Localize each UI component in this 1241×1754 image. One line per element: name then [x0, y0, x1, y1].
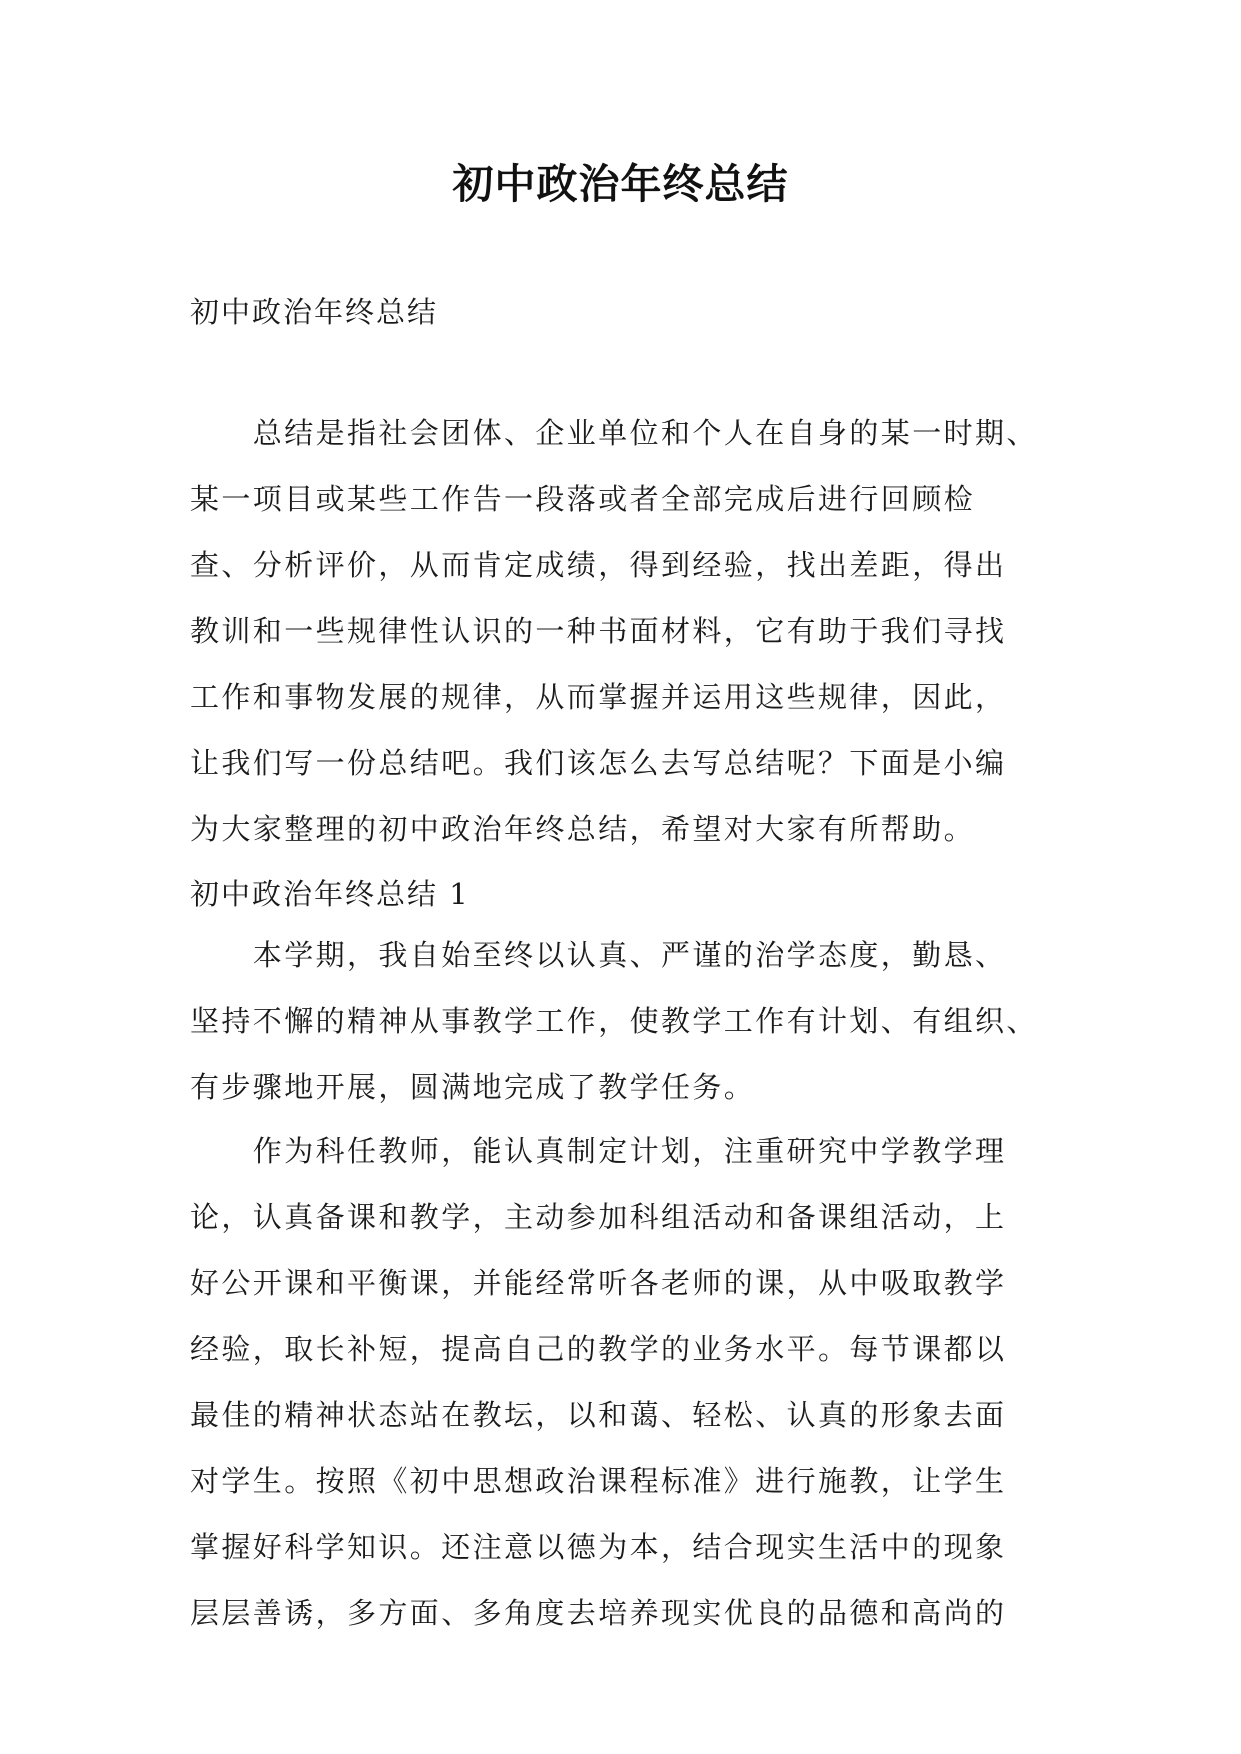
text-line: 层层善诱，多方面、多角度去培养现实优良的品德和高尚的	[190, 1596, 1007, 1630]
text-line: 最佳的精神状态站在教坛，以和蔼、轻松、认真的形象去面	[190, 1398, 1007, 1432]
text-line: 某一项目或某些工作告一段落或者全部完成后进行回顾检	[190, 482, 976, 516]
section-heading: 初中政治年终总结 1	[190, 877, 470, 911]
paragraph-1	[190, 922, 1060, 1120]
text-line: 有步骤地开展，圆满地完成了教学任务。	[190, 1070, 756, 1104]
text-line: 总结是指社会团体、企业单位和个人在自身的某一时期、	[190, 416, 1038, 450]
text-line: 教训和一些规律性认识的一种书面材料，它有助于我们寻找	[190, 614, 1007, 648]
text-line: 工作和事物发展的规律，从而掌握并运用这些规律，因此，	[190, 680, 1007, 714]
text-line: 论，认真备课和教学，主动参加科组活动和备课组活动，上	[190, 1200, 1007, 1234]
text-line: 对学生。按照《初中思想政治课程标准》进行施教，让学生	[190, 1464, 1007, 1498]
intro-paragraph	[190, 400, 1060, 862]
text-line: 查、分析评价，从而肯定成绩，得到经验，找出差距，得出	[190, 548, 1007, 582]
text-line: 本学期，我自始至终以认真、严谨的治学态度，勤恳、	[190, 938, 1007, 972]
text-line: 让我们写一份总结吧。我们该怎么去写总结呢？下面是小编	[190, 746, 1007, 780]
text-line: 作为科任教师，能认真制定计划，注重研究中学教学理	[190, 1134, 1007, 1168]
text-line: 坚持不懈的精神从事教学工作，使教学工作有计划、有组织、	[190, 1004, 1038, 1038]
text-line: 为大家整理的初中政治年终总结，希望对大家有所帮助。	[190, 812, 976, 846]
document-title: 初中政治年终总结	[452, 160, 789, 208]
text-line: 经验，取长补短，提高自己的教学的业务水平。每节课都以	[190, 1332, 1007, 1366]
paragraph-2	[190, 1118, 1060, 1646]
text-line: 掌握好科学知识。还注意以德为本，结合现实生活中的现象	[190, 1530, 1007, 1564]
document-subtitle: 初中政治年终总结	[190, 295, 439, 329]
text-line: 好公开课和平衡课，并能经常听各老师的课，从中吸取教学	[190, 1266, 1007, 1300]
